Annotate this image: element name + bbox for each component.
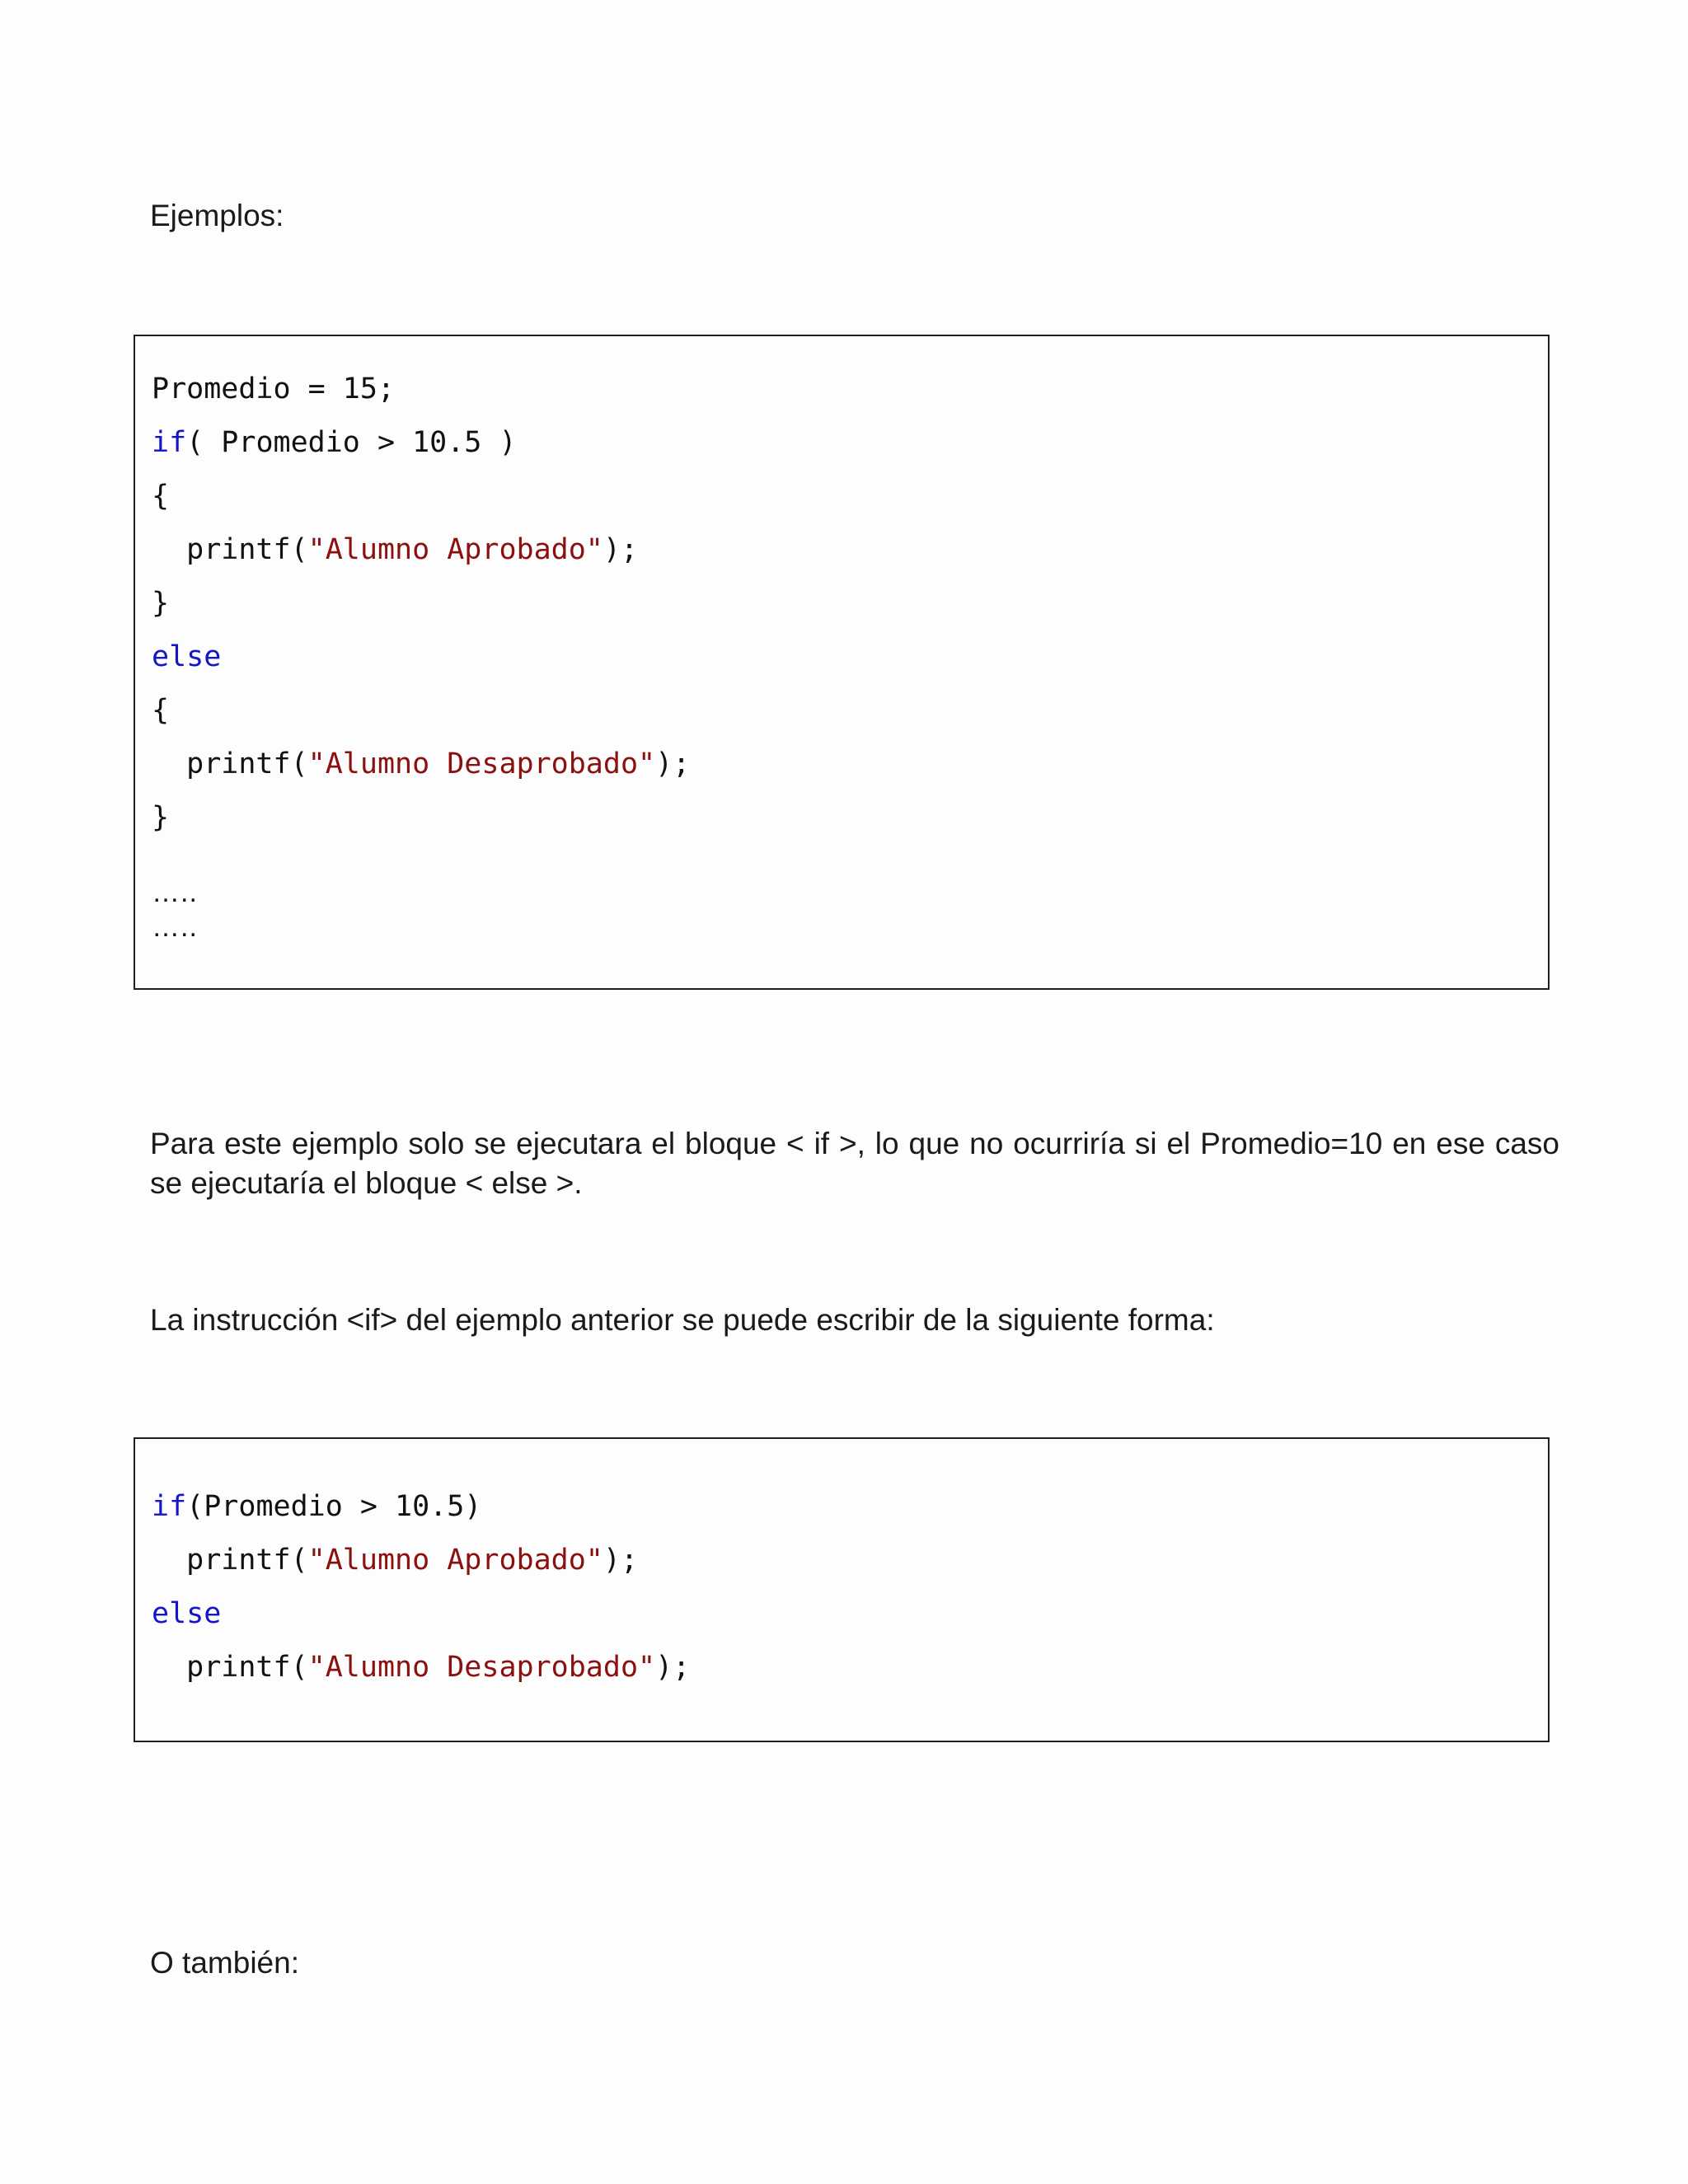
code-text: ); — [655, 1651, 691, 1684]
code-line — [152, 1544, 638, 1577]
code-text: Promedio = 15; — [152, 373, 396, 405]
code-text: } — [152, 587, 170, 620]
code-text: printf( — [152, 1544, 308, 1577]
code-line — [152, 373, 395, 405]
code-line — [152, 694, 169, 727]
keyword-else: else — [152, 640, 222, 673]
keyword-else: else — [152, 1597, 222, 1630]
code-line — [152, 748, 690, 780]
string-literal: "Alumno Desaprobado" — [307, 1651, 656, 1684]
also-heading: O también: — [150, 1946, 299, 1980]
code-text: printf( — [152, 533, 308, 566]
code-text: { — [152, 694, 170, 727]
code-block-short-if-else — [134, 1437, 1550, 1742]
code-text: } — [152, 801, 170, 834]
code-text: ); — [655, 748, 691, 780]
code-text: ); — [603, 1544, 639, 1577]
code-line — [152, 426, 517, 459]
code-text: printf( — [152, 1651, 308, 1684]
string-literal: "Alumno Desaprobado" — [307, 748, 656, 780]
code-line — [152, 1597, 221, 1630]
examples-heading: Ejemplos: — [150, 199, 284, 232]
string-literal: "Alumno Aprobado" — [307, 1544, 603, 1577]
code-line — [152, 587, 169, 620]
code-text: ); — [603, 533, 639, 566]
code-line — [152, 1651, 690, 1684]
explanation-paragraph: Para este ejemplo solo se ejecutara el bloque < if >, lo que no ocurriría si el Promedio=10 en ese caso se ejecutaría el bloque < else >. — [150, 1127, 1559, 1200]
ellipsis-line: ….. — [152, 912, 198, 943]
code-text: printf( — [152, 748, 308, 780]
keyword-if: if — [152, 1490, 187, 1523]
code-line — [152, 533, 638, 566]
code-line — [152, 801, 169, 834]
code-text: (Promedio > 10.5) — [186, 1490, 482, 1523]
string-literal: "Alumno Aprobado" — [307, 533, 603, 566]
code-text: ( Promedio > 10.5 ) — [186, 426, 517, 459]
code-line — [152, 640, 221, 673]
code-block-if-else — [134, 335, 1550, 990]
keyword-if: if — [152, 426, 187, 459]
alternative-paragraph: La instrucción <if> del ejemplo anterior se puede escribir de la siguiente forma: — [150, 1303, 1215, 1337]
ellipsis-line: ….. — [152, 877, 198, 908]
code-text: { — [152, 480, 170, 513]
code-line — [152, 480, 169, 513]
code-line — [152, 1490, 481, 1523]
